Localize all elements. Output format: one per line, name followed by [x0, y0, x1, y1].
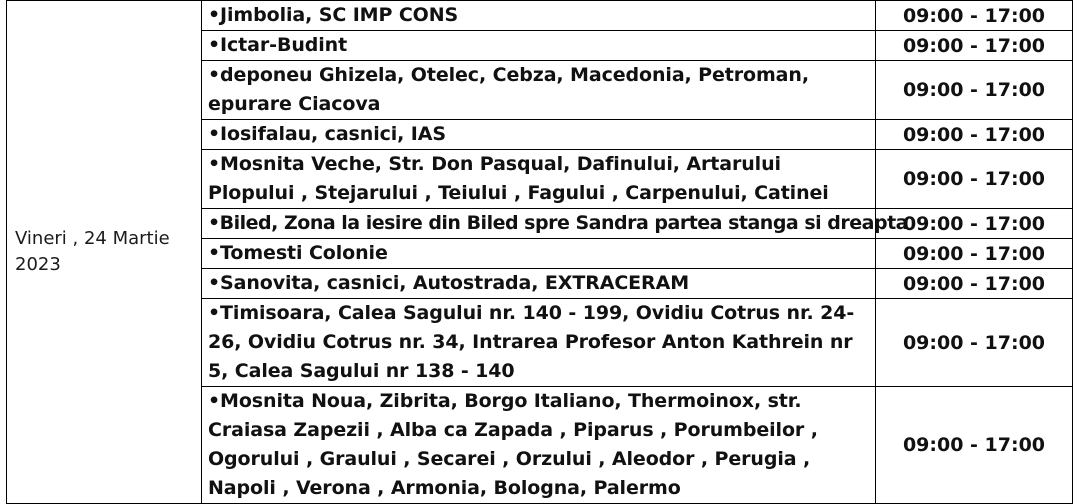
locations-cell — [202, 120, 876, 150]
date-cell — [7, 1, 202, 504]
locations-text: Tomesti Colonie — [220, 242, 388, 264]
locations-cell — [202, 150, 876, 209]
date-label: Vineri , 24 Martie 2023 — [15, 228, 170, 275]
locations-cell — [202, 31, 876, 61]
bullet: • — [208, 153, 221, 175]
hours-cell: 09:00 - 17:00 — [876, 1, 1073, 31]
bullet: • — [208, 302, 221, 324]
outage-schedule-table — [6, 0, 1073, 504]
bullet: • — [208, 64, 221, 86]
bullet: • — [208, 4, 221, 26]
locations-text: deponeu Ghizela, Otelec, Cebza, Macedonia, Petroman, epurare Ciacova — [208, 64, 809, 115]
locations-text: Ictar-Budint — [220, 34, 348, 56]
hours-cell: 09:00 - 17:00 — [876, 387, 1073, 504]
bullet: • — [208, 212, 220, 234]
locations-cell — [202, 387, 876, 504]
locations-cell — [202, 239, 876, 269]
locations-cell — [202, 269, 876, 299]
locations-cell — [202, 299, 876, 387]
locations-cell — [202, 1, 876, 31]
hours-cell: 09:00 - 17:00 — [876, 120, 1073, 150]
bullet: • — [208, 123, 221, 145]
hours-cell: 09:00 - 17:00 — [876, 31, 1073, 61]
hours-cell: 09:00 - 17:00 — [876, 269, 1073, 299]
hours-cell: 09:00 - 17:00 — [876, 209, 1073, 239]
locations-text: Biled, Zona la iesire din Biled spre Sandra partea stanga si dreapta — [219, 212, 908, 234]
table-row — [7, 1, 1073, 31]
locations-cell — [202, 209, 908, 239]
hours-cell: 09:00 - 17:00 — [876, 239, 1073, 269]
bullet: • — [208, 272, 221, 294]
bullet: • — [208, 390, 221, 412]
bullet: • — [208, 34, 221, 56]
hours-cell: 09:00 - 17:00 — [876, 299, 1073, 387]
locations-cell — [202, 61, 876, 120]
locations-text: Timisoara, Calea Sagului nr. 140 - 199, Ovidiu Cotrus nr. 24-26, Ovidiu Cotrus nr. 34, Intrarea Profesor Anton Kathrein nr 5, Calea Sagului nr 138 - 140 — [208, 302, 855, 382]
locations-text: Sanovita, casnici, Autostrada, EXTRACERAM — [220, 272, 689, 294]
locations-text: Jimbolia, SC IMP CONS — [220, 4, 459, 26]
locations-text: Mosnita Veche, Str. Don Pasqual, Dafinului, Artarului Plopului , Stejarului , Teiului , Fagului , Carpenului, Catinei — [208, 153, 829, 204]
bullet: • — [208, 242, 221, 264]
hours-cell: 09:00 - 17:00 — [876, 150, 1073, 209]
locations-text: Mosnita Noua, Zibrita, Borgo Italiano, Thermoinox, str. Craiasa Zapezii , Alba ca Zapada , Piparus , Porumbeilor , Ogorului , Graului , Secarei , Orzului , Aleodor , Perugia , Napoli , Verona , Armonia, Bologna, Palermo — [208, 390, 818, 499]
locations-text: Iosifalau, casnici, IAS — [220, 123, 446, 145]
hours-cell: 09:00 - 17:00 — [876, 61, 1073, 120]
